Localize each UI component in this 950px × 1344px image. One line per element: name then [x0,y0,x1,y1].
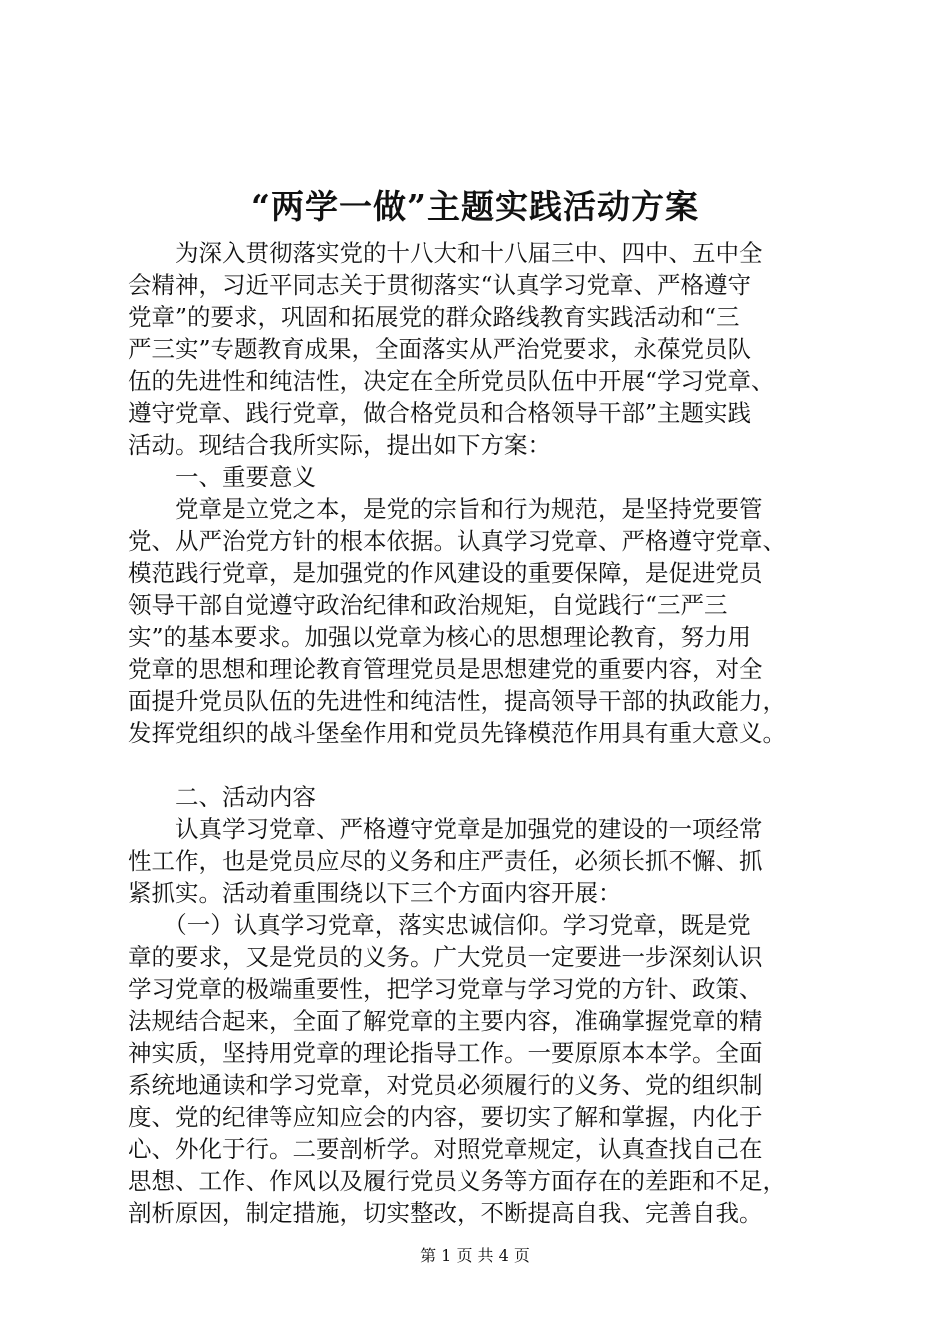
document-body [128,237,858,1229]
text-line: 系统地通读和学习党章，对党员必须履行的义务、党的组织制 [128,1071,763,1099]
document-title: “两学一做”主题实践活动方案 [251,187,699,226]
text-line: 心、外化于行。二要剖析学。对照党章规定，认真查找自己在 [128,1135,763,1163]
text-line: （一）认真学习党章，落实忠诚信仰。学习党章，既是党 [128,911,751,939]
text-line: 神实质，坚持用党章的理论指导工作。一要原原本本学。全面 [128,1039,763,1067]
text-line: 思想、工作、作风以及履行党员义务等方面存在的差距和不足， [128,1167,786,1195]
text-line: 紧抓实。活动着重围绕以下三个方面内容开展： [128,879,622,907]
text-line: 党章是立党之本，是党的宗旨和行为规范，是坚持党要管 [128,495,763,523]
text-line: 模范践行党章，是加强党的作风建设的重要保障，是促进党员 [128,559,763,587]
blank-line [128,749,858,781]
page-footer: 第 1 页 共 4 页 [420,1246,530,1265]
text-line: 学习党章的极端重要性，把学习党章与学习党的方针、政策、 [128,975,763,1003]
text-line: 党、从严治党方针的根本依据。认真学习党章、严格遵守党章、 [128,527,786,555]
text-line: 二、活动内容 [128,783,316,811]
text-line: 实”的基本要求。加强以党章为核心的思想理论教育，努力用 [128,623,752,651]
text-line: 性工作，也是党员应尽的义务和庄严责任，必须长抓不懈、抓 [128,847,763,875]
text-line: 法规结合起来，全面了解党章的主要内容，准确掌握党章的精 [128,1007,763,1035]
text-line: 认真学习党章、严格遵守党章是加强党的建设的一项经常 [128,815,763,843]
text-line: 发挥党组织的战斗堡垒作用和党员先锋模范作用具有重大意义。 [128,719,786,747]
text-line: 度、党的纪律等应知应会的内容，要切实了解和掌握，内化于 [128,1103,763,1131]
text-line: 遵守党章、践行党章，做合格党员和合格领导干部”主题实践 [128,399,752,427]
text-line: 伍的先进性和纯洁性，决定在全所党员队伍中开展“学习党章、 [128,367,775,395]
text-line: 活动。现结合我所实际，提出如下方案： [128,431,551,459]
text-line: 剖析原因，制定措施，切实整改，不断提高自我、完善自我。 [128,1199,763,1227]
text-line: 面提升党员队伍的先进性和纯洁性，提高领导干部的执政能力， [128,687,786,715]
text-line: 会精神，习近平同志关于贯彻落实“认真学习党章、严格遵守 [128,271,752,299]
text-line: 党章的思想和理论教育管理党员是思想建党的重要内容，对全 [128,655,763,683]
text-line: 一、重要意义 [128,463,316,491]
text-line: 严三实”专题教育成果，全面落实从严治党要求，永葆党员队 [128,335,752,363]
text-line: 为深入贯彻落实党的十八大和十八届三中、四中、五中全 [128,239,763,267]
text-line: 领导干部自觉遵守政治纪律和政治规矩，自觉践行“三严三 [128,591,728,619]
text-line: 章的要求，又是党员的义务。广大党员一定要进一步深刻认识 [128,943,763,971]
text-line: 党章”的要求，巩固和拓展党的群众路线教育实践活动和“三 [128,303,740,331]
